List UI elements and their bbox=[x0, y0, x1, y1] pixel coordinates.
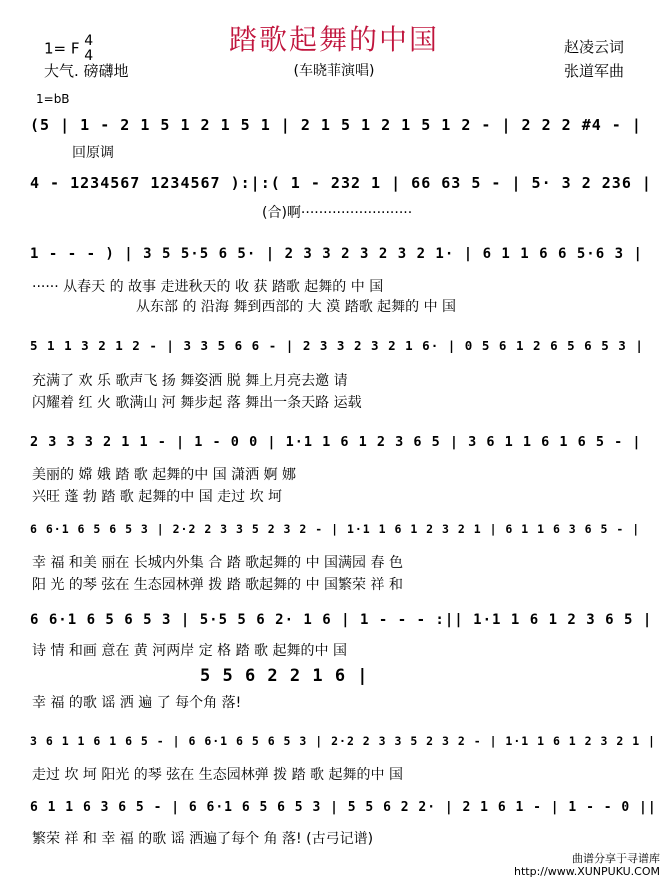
key-label: 1= F bbox=[44, 39, 80, 58]
score-line-3: 1 - - - ) | 3 5 5·5 6 5· | 2 3 3 2 3 2 3 2 1· | 6 1 1 6 6 5·6 3 | bbox=[30, 246, 643, 262]
lyricist-credit: 赵凌云词 bbox=[563, 38, 624, 56]
lyric-line-10: 繁荣 祥 和 幸 福 的歌 谣 洒遍了每个 角 落! (古弓记谱) bbox=[32, 831, 374, 847]
time-top: 4 bbox=[84, 33, 94, 49]
lyric-line-8: 幸 福 的歌 谣 洒 遍 了 每个角 落! bbox=[32, 695, 242, 711]
lyric-line-6a: 幸 福 和美 丽在 长城内外集 合 踏 歌起舞的 中 国满园 春 色 bbox=[32, 555, 403, 571]
lyric-line-2: (合)啊························· bbox=[262, 205, 413, 221]
song-title: 踏歌起舞的中国 bbox=[228, 23, 439, 56]
watermark-line2: http://www.XUNPUKU.COM bbox=[514, 865, 660, 878]
score-line-5: 2 3 3 3 2 1 1 - | 1 - 0 0 | 1·1 1 6 1 2 3 6 5 | 3 6 1 1 6 1 6 5 - | bbox=[30, 434, 642, 450]
composer-credit: 张道军曲 bbox=[563, 62, 624, 80]
lyric-line-5a: 美丽的 嫦 娥 踏 歌 起舞的中 国 潇洒 婀 娜 bbox=[32, 467, 297, 483]
score-line-4: 5 1 1 3 2 1 2 - | 3 3 5 6 6 - | 2 3 3 2 3 2 1 6· | 0 5 6 1 2 6 5 6 5 3 | bbox=[30, 338, 644, 353]
lyric-line-4a: 充满了 欢 乐 歌声飞 扬 舞姿洒 脱 舞上月亮去邀 请 bbox=[32, 373, 348, 389]
lyric-line-9: 走过 坎 坷 阳光 的琴 弦在 生态园林弹 拨 踏 歌 起舞的中 国 bbox=[32, 767, 403, 783]
score-line-10: 6 1 1 6 3 6 5 - | 6 6·1 6 5 6 5 3 | 5 5 6 2 2· | 2 1 6 1 - | 1 - - 0 || bbox=[30, 800, 657, 815]
watermark-line1: 曲谱分享于寻谱库 bbox=[572, 852, 660, 865]
singer-credit: (车晓菲演唱) bbox=[293, 63, 375, 79]
score-line-8: 5 5 6 2 2 1 6 | bbox=[200, 666, 369, 686]
site-watermark bbox=[514, 852, 660, 878]
score-line-7: 6 6·1 6 5 6 5 3 | 5·5 5 6 2· 1 6 | 1 - - - :|| 1·1 1 6 1 2 3 6 5 | bbox=[30, 612, 653, 628]
lyric-line-4b: 闪耀着 红 火 歌满山 河 舞步起 落 舞出一条天路 运载 bbox=[32, 395, 362, 411]
lyric-line-3a: ······ 从春天 的 故事 走进秋天的 收 获 踏歌 起舞的 中 国 bbox=[32, 279, 384, 295]
lyric-line-1: 回原调 bbox=[72, 145, 114, 161]
score-line-2: 4 - 1234567 1234567 ):|:( 1 - 232 1 | 66 63 5 - | 5· 3 2 236 | bbox=[30, 174, 652, 192]
lyric-line-6b: 阳 光 的琴 弦在 生态园林弹 拨 踏 歌起舞的 中 国繁荣 祥 和 bbox=[32, 577, 403, 593]
lyric-line-5b: 兴旺 蓬 勃 踏 歌 起舞的中 国 走过 坎 坷 bbox=[32, 489, 283, 505]
lyric-line-3b: 从东部 的 沿海 舞到西部的 大 漠 踏歌 起舞的 中 国 bbox=[136, 299, 457, 315]
lyric-line-7: 诗 情 和画 意在 黄 河两岸 定 格 踏 歌 起舞的中 国 bbox=[32, 643, 347, 659]
performance-style: 大气. 磅礴地 bbox=[44, 62, 129, 80]
score-line-1: (5 | 1 - 2 1 5 1 2 1 5 1 | 2 1 5 1 2 1 5 1 2 - | 2 2 2 #4 - | bbox=[30, 116, 642, 134]
score-line-6: 6 6·1 6 5 6 5 3 | 2·2 2 3 3 5 2 3 2 - | 1·1 1 6 1 2 3 2 1 | 6 1 1 6 3 6 5 - | bbox=[30, 522, 641, 536]
modulation-mark: 1=bB bbox=[36, 92, 70, 106]
score-line-9: 3 6 1 1 6 1 6 5 - | 6 6·1 6 5 6 5 3 | 2·2 2 3 3 5 2 3 2 - | 1·1 1 6 1 2 3 2 1 | bbox=[30, 734, 656, 748]
time-bottom: 4 bbox=[84, 48, 94, 64]
